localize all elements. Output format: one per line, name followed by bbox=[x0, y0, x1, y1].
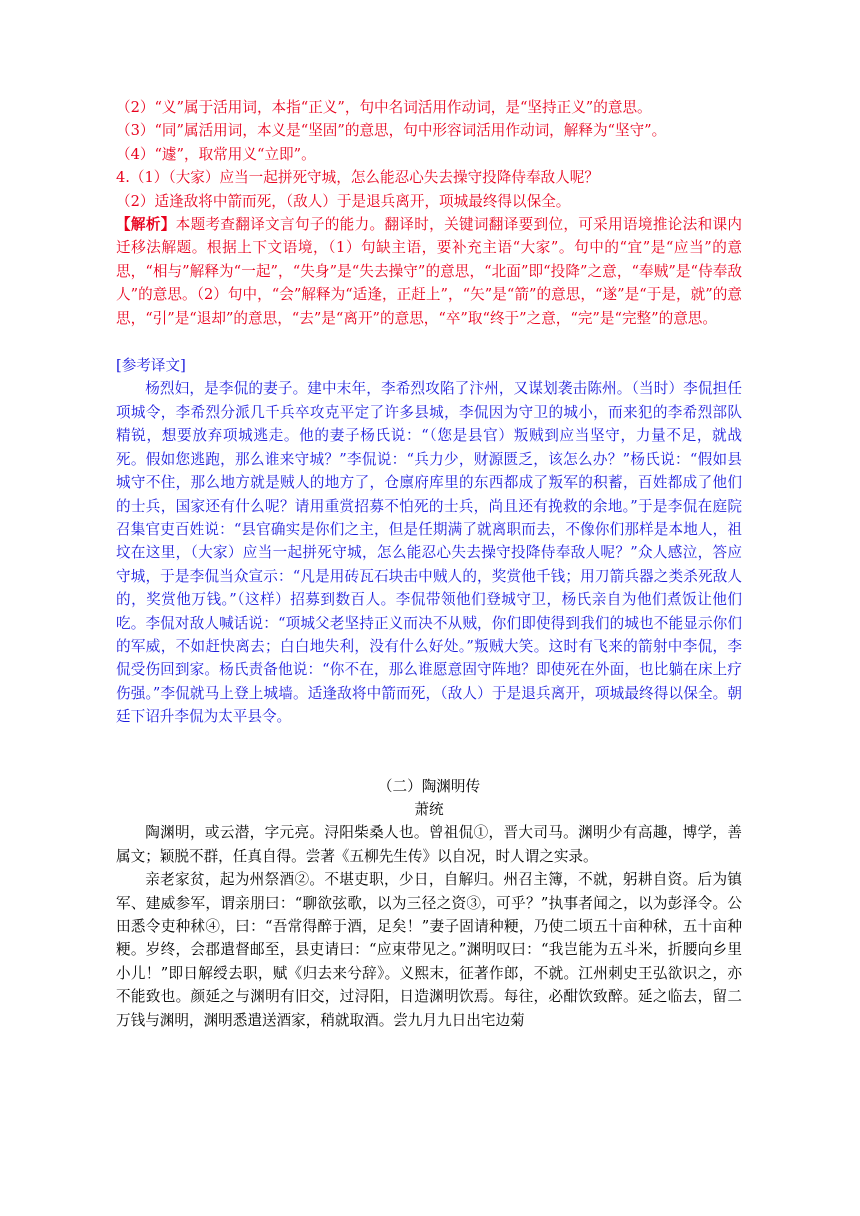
translation-body: 杨烈妇，是李侃的妻子。建中末年，李希烈攻陷了汴州，又谋划袭击陈州。（当时）李侃担任项城令，李希烈分派几千兵卒攻克平定了许多县城，李侃因为守卫的城小，而来犯的李希烈部队精锐，想要放弃项城逃走。他的妻子杨氏说：“（您是县官）叛贼到应当坚守，力量不足，就战死。假如您逃跑，那么谁来守城？”李侃说：“兵力少，财源匮乏，该怎么办？”杨氏说：“假如县城守不住，那么地方就是贼人的地方了，仓廪府库里的东西都成了叛军的积蓄，百姓都成了他们的士兵，国家还有什么呢？请用重赏招募不怕死的士兵，尚且还有挽救的余地。”于是李侃在庭院召集官吏百姓说：“县官确实是你们之主，但是任期满了就离职而去，不像你们那样是本地人，祖坟在这里，（大家）应当一起拼死守城，怎么能忍心失去操守投降侍奉敌人呢？”众人感泣，答应守城，于是李侃当众宣示：“凡是用砖瓦石块击中贼人的，奖赏他千钱；用刀箭兵器之类杀死敌人的，奖赏他万钱。”（这样）招募到数百人。李侃带领他们登城守卫，杨氏亲自为他们煮饭让他们吃。李侃对敌人喊话说：“项城父老坚持正义而决不从贼，你们即使得到我们的城也不能显示你们的军威，不如赶快离去；白白地失利，没有什么好处。”叛贼大笑。这时有飞来的箭射中李侃，李侃受伤回到家。杨氏责备他说：“你不在，那么谁愿意固守阵地？即使死在外面，也比躺在床上疗伤强。”李侃就马上登上城墙。适逢敌将中箭而死，（敌人）于是退兵离开，项城最终得以保全。朝廷下诏升李侃为太平县令。 bbox=[116, 380, 742, 726]
answer-q4-2: （2）适逢敌将中箭而死，（敌人）于是退兵离开，项城最终得以保全。 bbox=[116, 192, 571, 210]
text2-paragraph-2: 亲老家贫，起为州祭酒②。不堪吏职，少日，自解归。州召主簿，不就，躬耕自资。后为镇军、建威参军，谓亲朋曰：“聊欲弦歌，以为三径之资③，可乎？”执事者闻之，以为彭泽令。公田悉令吏种秫④，曰：“吾常得醉于酒，足矣！”妻子固请种粳，乃使二顷五十亩种秫，五十亩种粳。岁终，会郡遣督邮至，县吏请曰：“应束带见之。”渊明叹曰：“我岂能为五斗米，折腰向乡里小儿！”即日解绶去职，赋《归去来兮辞》。义熙末，征著作郎，不就。江州刺史王弘欲识之，亦不能致也。颜延之与渊明有旧交，过浔阳，日造渊明饮焉。每往，必酣饮致醉。延之临去，留二万钱与渊明，渊明悉遣送酒家，稍就取酒。尝九月九日出宅边菊 bbox=[116, 871, 742, 1029]
spacer bbox=[116, 729, 742, 775]
document-page bbox=[116, 96, 742, 1032]
answer-line-4: （4）“遽”，取常用义“立即”。 bbox=[116, 145, 316, 163]
analysis-paragraph bbox=[116, 213, 742, 330]
answer-q4-1: 4.（1）（大家）应当一起拼死守城，怎么能忍心失去操守投降侍奉敌人呢？ bbox=[116, 169, 599, 187]
answer-line-2: （2）“义”属于活用词，本指“正义”，句中名词活用作动词，是“坚持正义”的意思。 bbox=[116, 99, 652, 116]
analysis-label: 【解析】 bbox=[116, 216, 176, 234]
text2-author: 萧统 bbox=[414, 800, 444, 818]
answer-line-3: （3）“同”属活用词，本义是“坚固”的意思，句中形容词活用作动词，解释为“坚守”。 bbox=[116, 122, 667, 140]
text2-title: （二）陶渊明传 bbox=[377, 777, 481, 795]
translation-heading: [参考译文] bbox=[116, 357, 186, 375]
text2-paragraph-1: 陶渊明，或云潜，字元亮。浔阳柴桑人也。曾祖侃①，晋大司马。渊明少有高趣，博学，善属文；颖脱不群，任真自得。尝著《五柳先生传》以自况，时人谓之实录。 bbox=[116, 824, 742, 865]
analysis-text: 本题考查翻译文言句子的能力。翻译时，关键词翻译要到位，可采用语境推论法和课内迁移法解题。根据上下文语境，（1）句缺主语，要补充主语“大家”。句中的“宜”是“应当”的意思，“相与”解释为“一起”，“失身”是“失去操守”的意思，“北面”即“投降”之意，“奉贼”是“侍奉敌人”的意思。（2）句中，“会”解释为“适逢，正赶上”，“矢”是“箭”的意思，“遂”是“于是，就”的意思，“引”是“退却”的意思，“去”是“离开”的意思，“卒”取“终于”之意，“完”是“完整”的意思。 bbox=[116, 216, 742, 327]
spacer bbox=[116, 330, 742, 354]
